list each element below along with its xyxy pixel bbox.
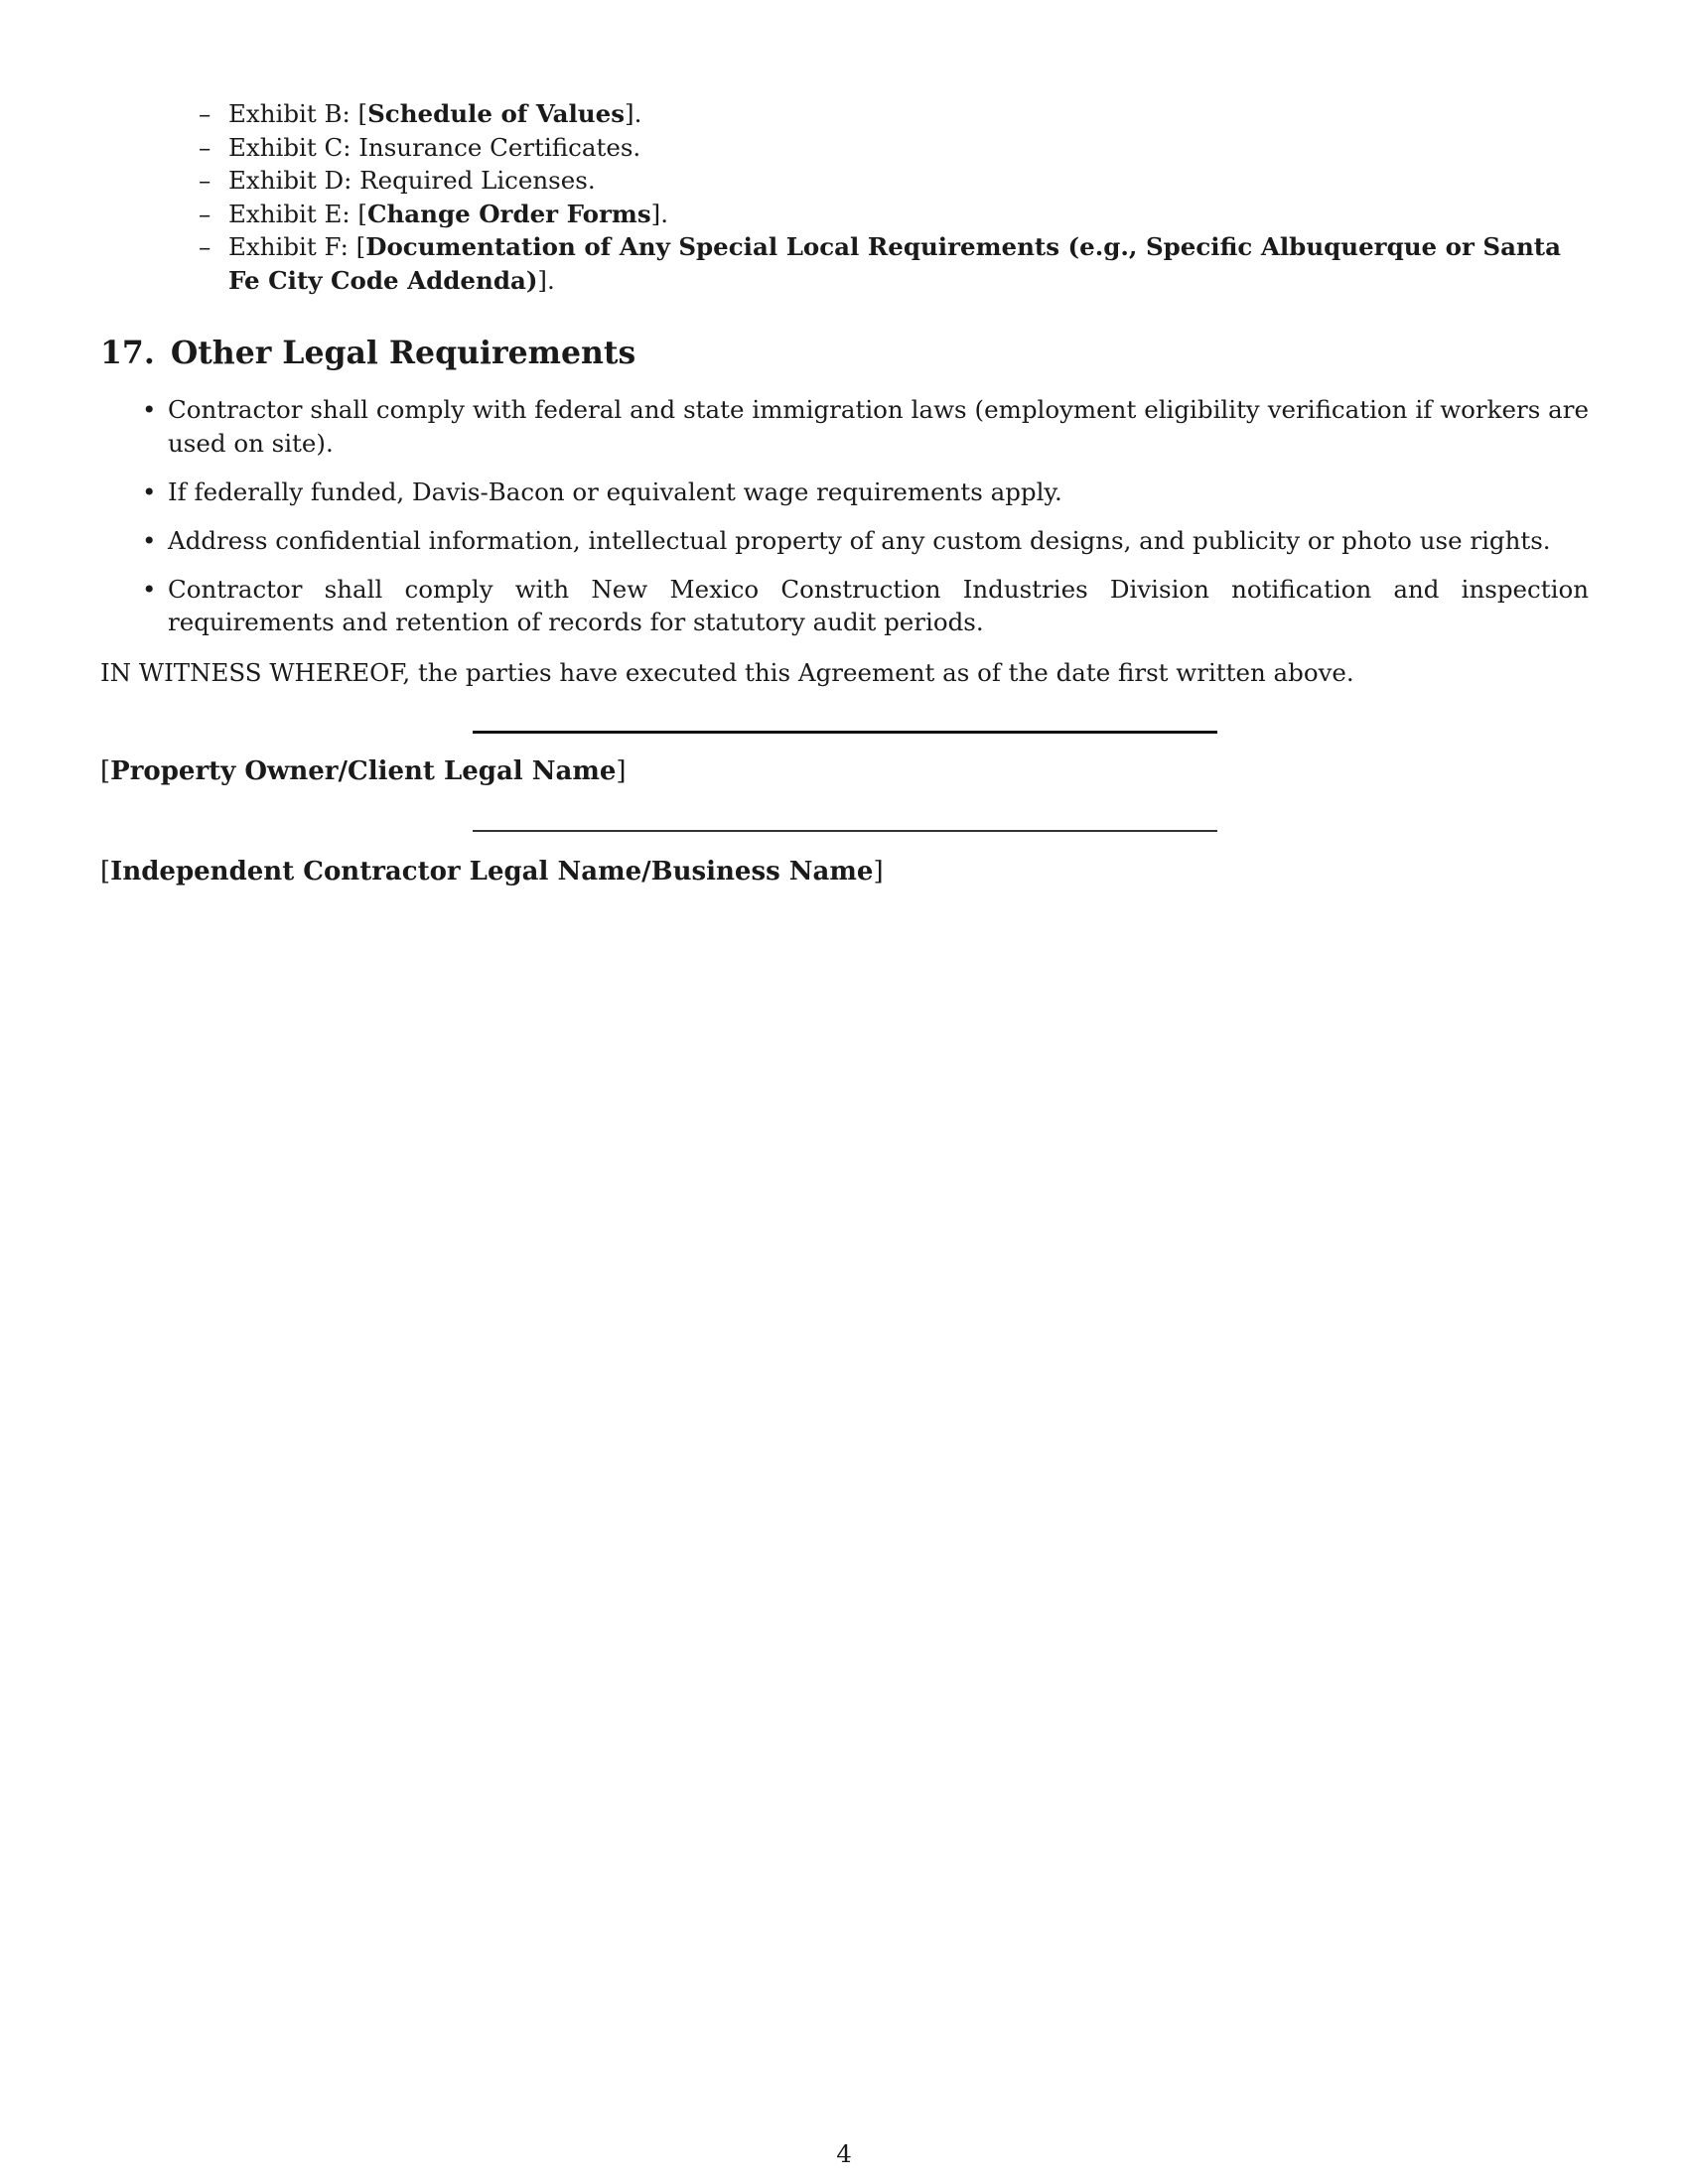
list-item: • Contractor shall comply with federal and state immigration laws (employment eligibility verification if workers are used on site). (142, 395, 1589, 458)
list-item: • If federally funded, Davis-Bacon or equivalent wage requirements apply. (100, 476, 1589, 509)
witness-statement: IN WITNESS WHEREOF, the parties have executed this Agreement as of the date first written above. (100, 658, 1354, 687)
owner-signature-line (473, 731, 1217, 734)
exhibit-item-e: – Exhibit E: [Change Order Forms]. (199, 198, 1589, 231)
bullet-marker: • (142, 477, 157, 506)
contractor-signature-line (473, 830, 1217, 832)
exhibit-item-b: – Exhibit B: [Schedule of Values]. (199, 97, 1589, 131)
exhibit-item-d: – Exhibit D: Required Licenses. (199, 164, 1589, 198)
section-heading (100, 334, 635, 373)
dash-marker: – (199, 99, 211, 128)
contractor-signature-name: [Independent Contractor Legal Name/Business Name] (100, 857, 884, 887)
exhibit-list (199, 97, 1589, 297)
bullet-marker: • (142, 525, 157, 555)
bullet-marker: • (142, 574, 157, 604)
section-title: Other Legal Requirements (170, 335, 636, 371)
list-item: • Contractor shall comply with New Mexico Construction Industries Division notification and inspection requirements and retention of records for statutory audit periods. (142, 574, 1589, 636)
owner-signature-name: [Property Owner/Client Legal Name] (100, 756, 627, 786)
dash-marker: – (199, 132, 211, 162)
dash-marker: – (199, 199, 211, 228)
bullet-marker: • (142, 395, 157, 424)
requirements-list (100, 393, 1589, 654)
dash-marker: – (199, 232, 211, 261)
exhibit-f-title: Documentation of Any Special Local Requirements (e.g., Specific Albuquerque or Santa Fe City Code Addenda) (228, 232, 1561, 295)
dash-marker: – (199, 166, 211, 195)
exhibit-item-c: – Exhibit C: Insurance Certificates. (199, 131, 1589, 165)
page-number: 4 (836, 2139, 852, 2168)
section-number: 17. (100, 335, 155, 371)
exhibit-e-title: Change Order Forms (366, 199, 651, 228)
exhibit-b-title: Schedule of Values (367, 99, 626, 128)
list-item: • Address confidential information, intellectual property of any custom designs, and publicity or photo use rights. (100, 524, 1589, 558)
exhibit-item-f: – Exhibit F: [Documentation of Any Special Local Requirements (e.g., Specific Albuquerque or Santa Fe City Code Addenda)]. (199, 232, 1561, 295)
